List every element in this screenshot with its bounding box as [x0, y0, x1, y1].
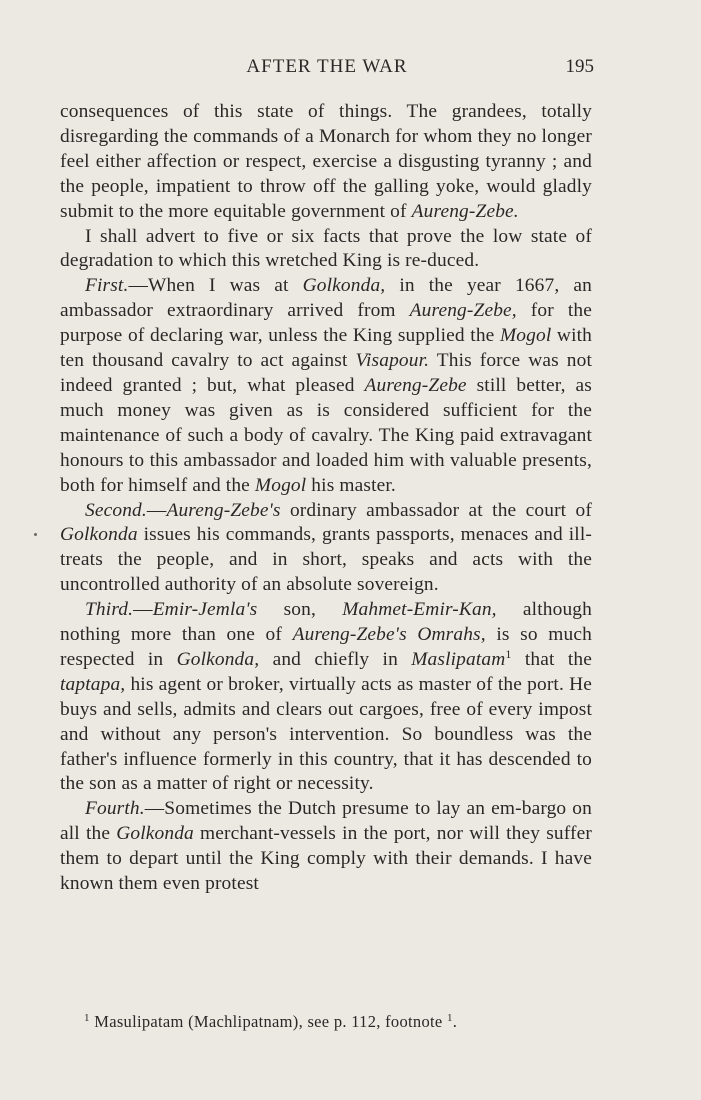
text-run: merchant-vessels in the port, nor will they suffer them to depart until the King comply with their demands. I have known them even protest — [60, 823, 592, 895]
text-run: his agent or broker, virtually acts as master of the port. He buys and sells, admits and clears out cargoes, free of every impost and without any person's intervention. So boundless was the father's influence formerly in this country, that it has descended to the son as a matter of right or necessity. — [60, 673, 592, 795]
paragraph-p5 — [60, 598, 592, 797]
footnote — [84, 1012, 594, 1032]
italic-text: Golkonda, — [176, 648, 260, 670]
italic-text: Mogol — [499, 325, 552, 347]
italic-text: First. — [85, 275, 129, 297]
footnote-marker: 1 — [84, 1012, 90, 1024]
text-run: —Sometimes the Dutch presume to lay an em-bargo on all the — [60, 798, 592, 845]
italic-text: Visapour. — [355, 350, 430, 372]
paragraph-p3 — [60, 274, 592, 498]
footnote-text: Masulipatam (Machlipatnam), see p. 112, footnote — [89, 1012, 447, 1031]
text-run: that the — [511, 648, 592, 670]
italic-text: Maslipatam — [411, 648, 506, 670]
text-run: still better, as much money was given as is considered sufficient for the maintenance of such a body of cavalry. The King paid extravagant honours to this ambassador and loaded him with valuable presents, both for himself and the — [60, 374, 592, 496]
footnote-ref: 1 — [446, 1012, 453, 1024]
text-run: and chiefly in — [259, 648, 412, 670]
text-run: This force was not indeed granted ; but, what pleased — [60, 350, 592, 396]
italic-text: Golkonda, — [302, 275, 386, 297]
italic-text: Golkonda — [116, 823, 194, 845]
body-text — [60, 100, 592, 897]
italic-text: Mogol — [254, 474, 307, 496]
italic-text: Golkonda — [60, 524, 138, 546]
text-run: — — [146, 499, 167, 521]
footnote-end: . — [452, 1012, 458, 1031]
text-run: ordinary ambassador at the court of — [280, 499, 592, 521]
italic-text: taptapa, — [60, 673, 126, 695]
text-run: — — [133, 599, 153, 621]
italic-text: Mahmet-Emir-Kan, — [342, 599, 497, 621]
italic-text: Fourth. — [85, 798, 145, 820]
italic-text: Aureng-Zebe — [364, 374, 467, 396]
italic-text: Aureng-Zebe's Omrahs, — [292, 624, 486, 646]
paragraph-p6 — [60, 797, 592, 897]
text-run: I shall advert to five or six facts that prove the low state of degradation to which this wretched King is re-duced. — [60, 225, 592, 272]
running-head — [60, 56, 594, 84]
paragraph-p4 — [60, 499, 592, 599]
italic-text: Second. — [85, 499, 147, 521]
italic-text: Third. — [85, 599, 134, 621]
text-run: son, — [257, 599, 343, 621]
text-run: although nothing more than one of — [60, 599, 592, 646]
paragraph-p2 — [60, 225, 592, 275]
text-run: consequences of this state of things. The grandees, totally disregarding the commands of a Monarch for whom they no longer feel either affection or respect, exercise a disgusting tyranny ; and the people, impatient to throw off the galling yoke, would gladly submit to the more equitable government of — [60, 101, 592, 222]
text-run: —When I was at — [128, 275, 303, 297]
text-run: issues his commands, grants passports, menaces and ill-treats the people, and in short, speaks and acts with the uncontrolled authority of an absolute sovereign. — [60, 524, 592, 596]
paragraph-p1 — [60, 100, 592, 225]
text-run: in the year 1667, an ambassador extraordinary arrived from — [60, 275, 592, 322]
text-run: with ten thousand cavalry to act against — [60, 325, 592, 372]
running-title: AFTER THE WAR — [246, 56, 408, 77]
text-run: for the purpose of declaring war, unless the King supplied the — [60, 300, 592, 347]
text-run: is so much respected in — [60, 624, 592, 670]
italic-text: Emir-Jemla's — [152, 599, 258, 621]
italic-text: Aureng-Zebe's — [166, 499, 281, 521]
margin-dot-mark — [34, 533, 37, 536]
footnote-reference: 1 — [505, 646, 512, 661]
text-run: his master. — [306, 474, 396, 496]
italic-text: Aureng-Zebe. — [411, 200, 519, 222]
page-number: 195 — [565, 56, 594, 77]
italic-text: Aureng-Zebe, — [409, 300, 517, 322]
